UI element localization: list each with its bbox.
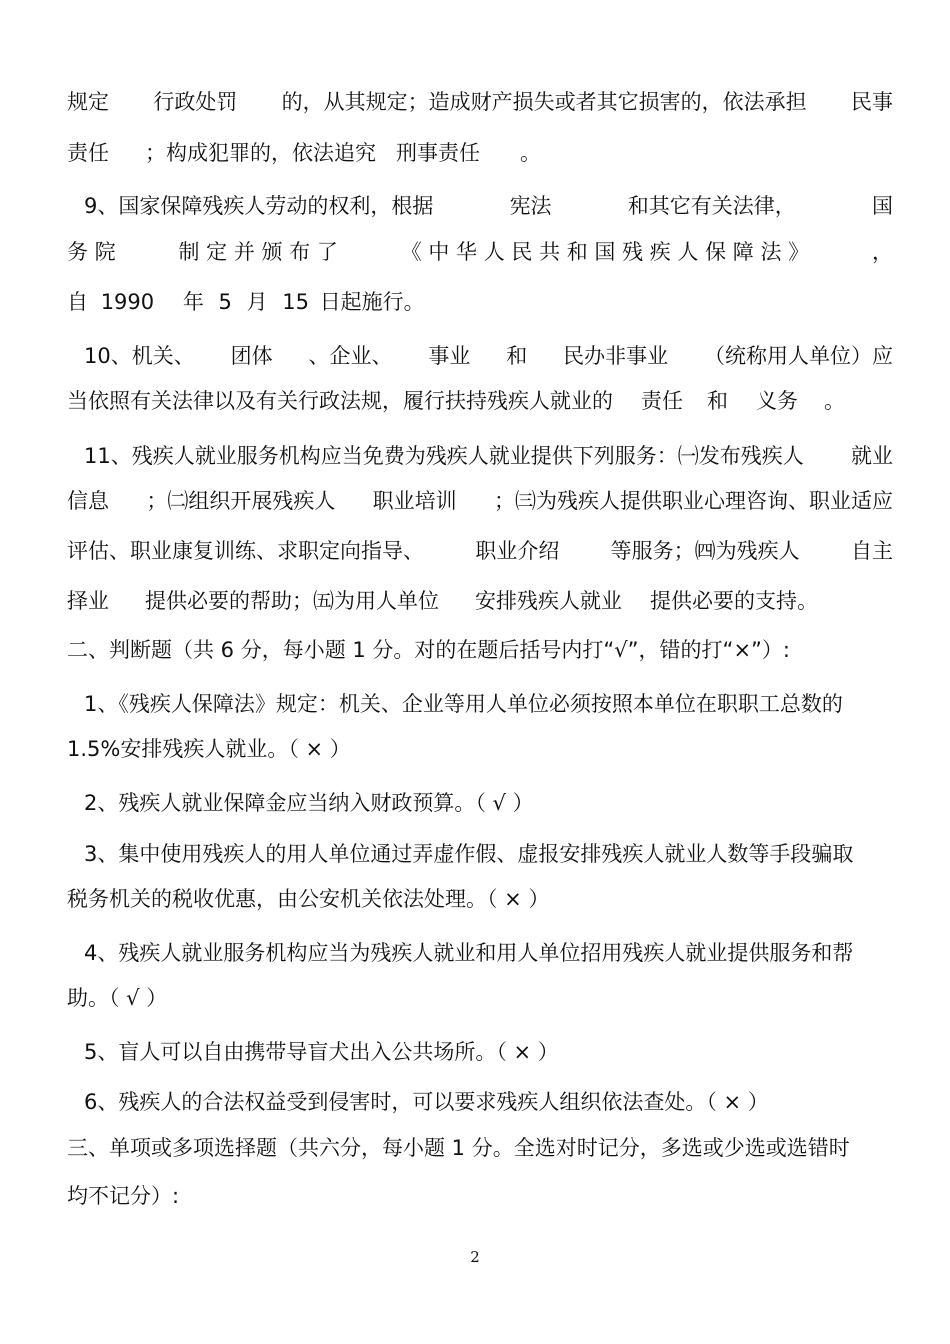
tf-q1-line-1: 1、《残疾人保障法》规定：机关、企业等用人单位必须按照本单位在职职工总数的 bbox=[84, 692, 843, 716]
page-number: 2 bbox=[470, 1248, 480, 1266]
tf-q2: 2、残疾人就业保障金应当纳入财政预算。（ √ ） bbox=[84, 791, 534, 815]
tf-q3-line-1: 3、集中使用残疾人的用人单位通过弄虚作假、虚报安排残疾人就业人数等手段骗取 bbox=[84, 842, 854, 866]
tf-q1-line-2: 1.5%安排残疾人就业。（ × ） bbox=[67, 737, 351, 761]
tf-q3-line-2: 税务机关的税收优惠，由公安机关依法处理。（ × ） bbox=[67, 887, 550, 911]
q8-line-2: 责任 ；构成犯罪的，依法追究 刑事责任 。 bbox=[67, 141, 541, 165]
section-2-heading: 二、判断题（共 6 分，每小题 1 分。对的在题后括号内打“√”，错的打“×”）: bbox=[67, 638, 790, 662]
q11-line-4: 择业 提供必要的帮助；㈤为用人单位 安排残疾人就业 提供必要的支持。 bbox=[67, 589, 818, 613]
q11-line-2: 信息 ；㈡组织开展残疾人 职业培训 ；㈢为残疾人提供职业心理咨询、职业适应 bbox=[67, 489, 893, 513]
q10-line-2: 当依照有关法律以及有关行政法规，履行扶持残疾人就业的 责任 和 义务 。 bbox=[67, 389, 845, 413]
q9-line-1: 9、国家保障残疾人劳动的权利，根据 宪法 和其它有关法律， 国 bbox=[84, 194, 893, 218]
section-3-heading-line-2: 均不记分）: bbox=[67, 1184, 180, 1208]
q9-line-2: 务 院 制 定 并 颁 布 了 《 中 华 人 民 共 和 国 残 疾 人 保 障 法 》 ， bbox=[67, 240, 893, 264]
q8-line-1: 规定 行政处罚 的，从其规定；造成财产损失或者其它损害的，依法承担 民事 bbox=[67, 90, 893, 114]
tf-q6: 6、残疾人的合法权益受到侵害时，可以要求残疾人组织依法查处。（ × ） bbox=[84, 1090, 769, 1114]
q11-line-3: 评估、职业康复训练、求职定向指导、 职业介绍 等服务；㈣为残疾人 自主 bbox=[67, 539, 893, 563]
tf-q4-line-2: 助。（ √ ） bbox=[67, 986, 168, 1010]
section-3-heading-line-1: 三、单项或多项选择题（共六分，每小题 1 分。全选对时记分，多选或少选或选错时 bbox=[67, 1136, 850, 1160]
q11-line-1: 11、残疾人就业服务机构应当免费为残疾人就业提供下列服务：㈠发布残疾人 就业 bbox=[84, 444, 893, 468]
tf-q4-line-1: 4、残疾人就业服务机构应当为残疾人就业和用人单位招用残疾人就业提供服务和帮 bbox=[84, 941, 854, 965]
q10-line-1: 10、机关、 团体 、企业、 事业 和 民办非事业 （统称用人单位）应 bbox=[84, 344, 893, 368]
tf-q5: 5、盲人可以自由携带导盲犬出入公共场所。（ × ） bbox=[84, 1040, 559, 1064]
q9-line-3: 自 1990 年 5 月 15 日起施行。 bbox=[67, 290, 425, 314]
